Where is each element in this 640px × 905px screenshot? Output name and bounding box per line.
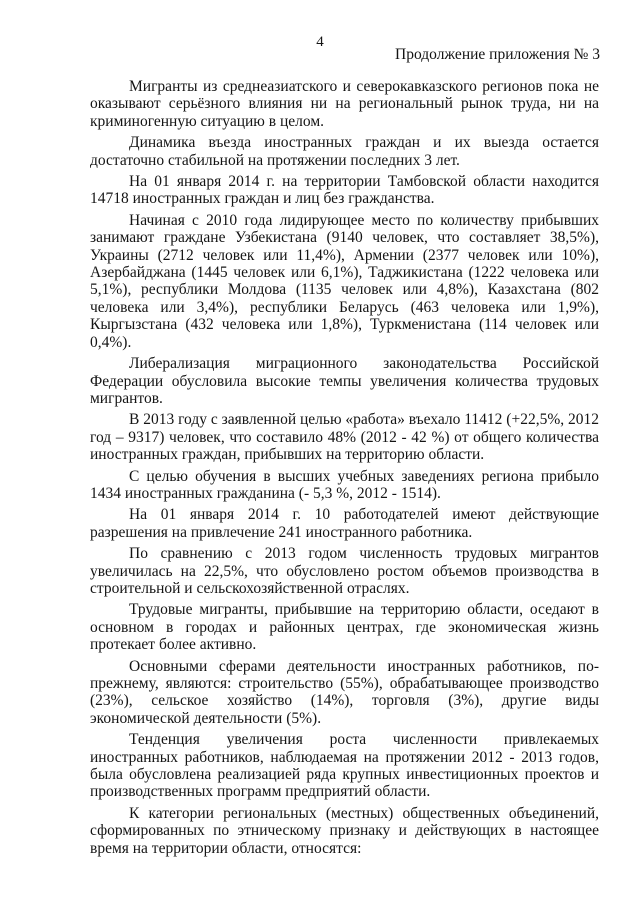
appendix-header: Продолжение приложения № 3 xyxy=(395,46,600,63)
paragraph-settlement: Трудовые мигранты, прибывшие на территорию области, оседают в основном в городах и районных центрах, где экономическая жизнь протекает более активно. xyxy=(90,601,599,654)
paragraph-countries-breakdown: Начиная с 2010 года лидирующее место по количеству прибывших занимают граждане Узбекистана (9140 человек, что составляет 38,5%), Украины (2712 человек или 11,4%), Армении (2377 человек или 10%), Азербайджана (1445 человек или 6,1%), Таджикистана (1222 человека или 5,1%), республики Молдова (1135 человек или 4,8%), Казахстана (802 человека или 3,4%), республики Беларусь (463 человека или 1,9%), Кыргызстана (432 человека или 1,8%), Туркменистана (114 человек или 0,4%). xyxy=(90,211,599,351)
paragraph-entry-dynamics: Динамика въезда иностранных граждан и их выезда остается достаточно стабильной на протяжении последних 3 лет. xyxy=(90,134,599,169)
paragraph-liberalization: Либерализация миграционного законодательства Российской Федерации обусловила высокие темпы увеличения количества трудовых мигрантов. xyxy=(90,355,599,407)
page-number: 4 xyxy=(316,34,324,50)
document-body xyxy=(90,78,599,861)
paragraph-students: С целью обучения в высших учебных заведениях региона прибыло 1434 иностранных гражданина (- 5,3 %, 2012 - 1514). xyxy=(90,467,599,502)
paragraph-employer-permits: На 01 января 2014 г. 10 работодателей имеют действующие разрешения на привлечение 241 иностранного работника. xyxy=(90,506,599,541)
paragraph-work-purpose: В 2013 году с заявленной целью «работа» въехало 11412 (+22,5%, 2012 год – 9317) человек, что составило 48% (2012 - 42 %) от общего количества иностранных граждан, прибывших на территорию области. xyxy=(90,411,599,464)
paragraph-trend: Тенденция увеличения роста численности привлекаемых иностранных работников, наблюдаемая на протяжении 2012 - 2013 годов, была обусловлена реализацией ряда крупных инвестиционных проектов и производственных программ предприятий области. xyxy=(90,731,599,801)
paragraph-sectors: Основными сферами деятельности иностранных работников, по-прежнему, являются: строительство (55%), обрабатывающее производство (23%), сельское хозяйство (14%), торговля (3%), другие виды экономической деятельности (5%). xyxy=(90,657,599,727)
paragraph-foreigners-count: На 01 января 2014 г. на территории Тамбовской области находится 14718 иностранных граждан и лиц без гражданства. xyxy=(90,173,599,208)
paragraph-labor-growth: По сравнению с 2013 годом численность трудовых мигрантов увеличилась на 22,5%, что обусловлено ростом объемов производства в строительной и сельскохозяйственной отраслях. xyxy=(90,545,599,597)
paragraph-ethnic-associations: К категории региональных (местных) общественных объединений, сформированных по этническому признаку и действующих в настоящее время на территории области, относятся: xyxy=(90,804,599,857)
paragraph-migrants-influence: Мигранты из среднеазиатского и северокавказского регионов пока не оказывают серьёзного влияния ни на региональный рынок труда, ни на криминогенную ситуацию в целом. xyxy=(90,78,599,130)
